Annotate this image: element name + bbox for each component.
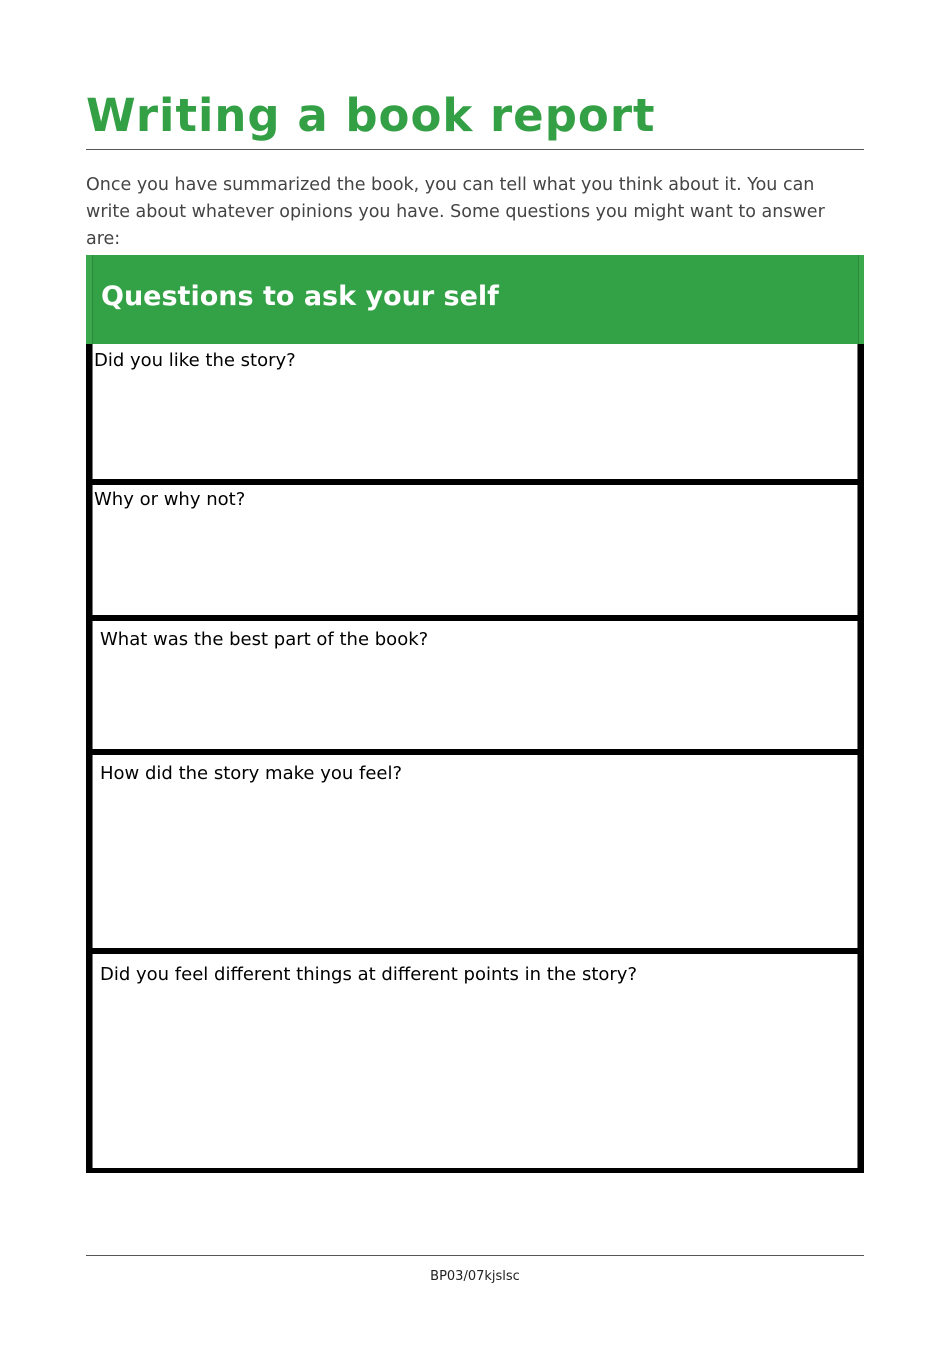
- question-text: Did you feel different things at different points in the story?: [100, 964, 638, 985]
- question-row[interactable]: [92, 615, 858, 749]
- question-row[interactable]: [92, 749, 858, 948]
- question-text: How did the story make you feel?: [100, 763, 403, 784]
- footer-divider: [86, 1255, 864, 1256]
- question-row[interactable]: [92, 344, 858, 479]
- questions-box-header: [86, 255, 864, 344]
- questions-box: [86, 255, 864, 1173]
- title-divider: [86, 149, 864, 150]
- question-text: Did you like the story?: [94, 350, 296, 371]
- footer-code: BP03/07kjslsc: [430, 1269, 520, 1284]
- questions-box-title: Questions to ask your self: [101, 281, 499, 312]
- question-text: What was the best part of the book?: [100, 629, 429, 650]
- page-title: Writing a book report: [86, 89, 656, 142]
- intro-paragraph: Once you have summarized the book, you can tell what you think about it. You can write about whatever opinions you have. Some questions you might want to answer are:: [86, 175, 825, 249]
- question-text: Why or why not?: [94, 489, 246, 510]
- questions-table: [86, 344, 864, 1173]
- question-row[interactable]: [92, 948, 858, 1168]
- question-row[interactable]: [92, 479, 858, 615]
